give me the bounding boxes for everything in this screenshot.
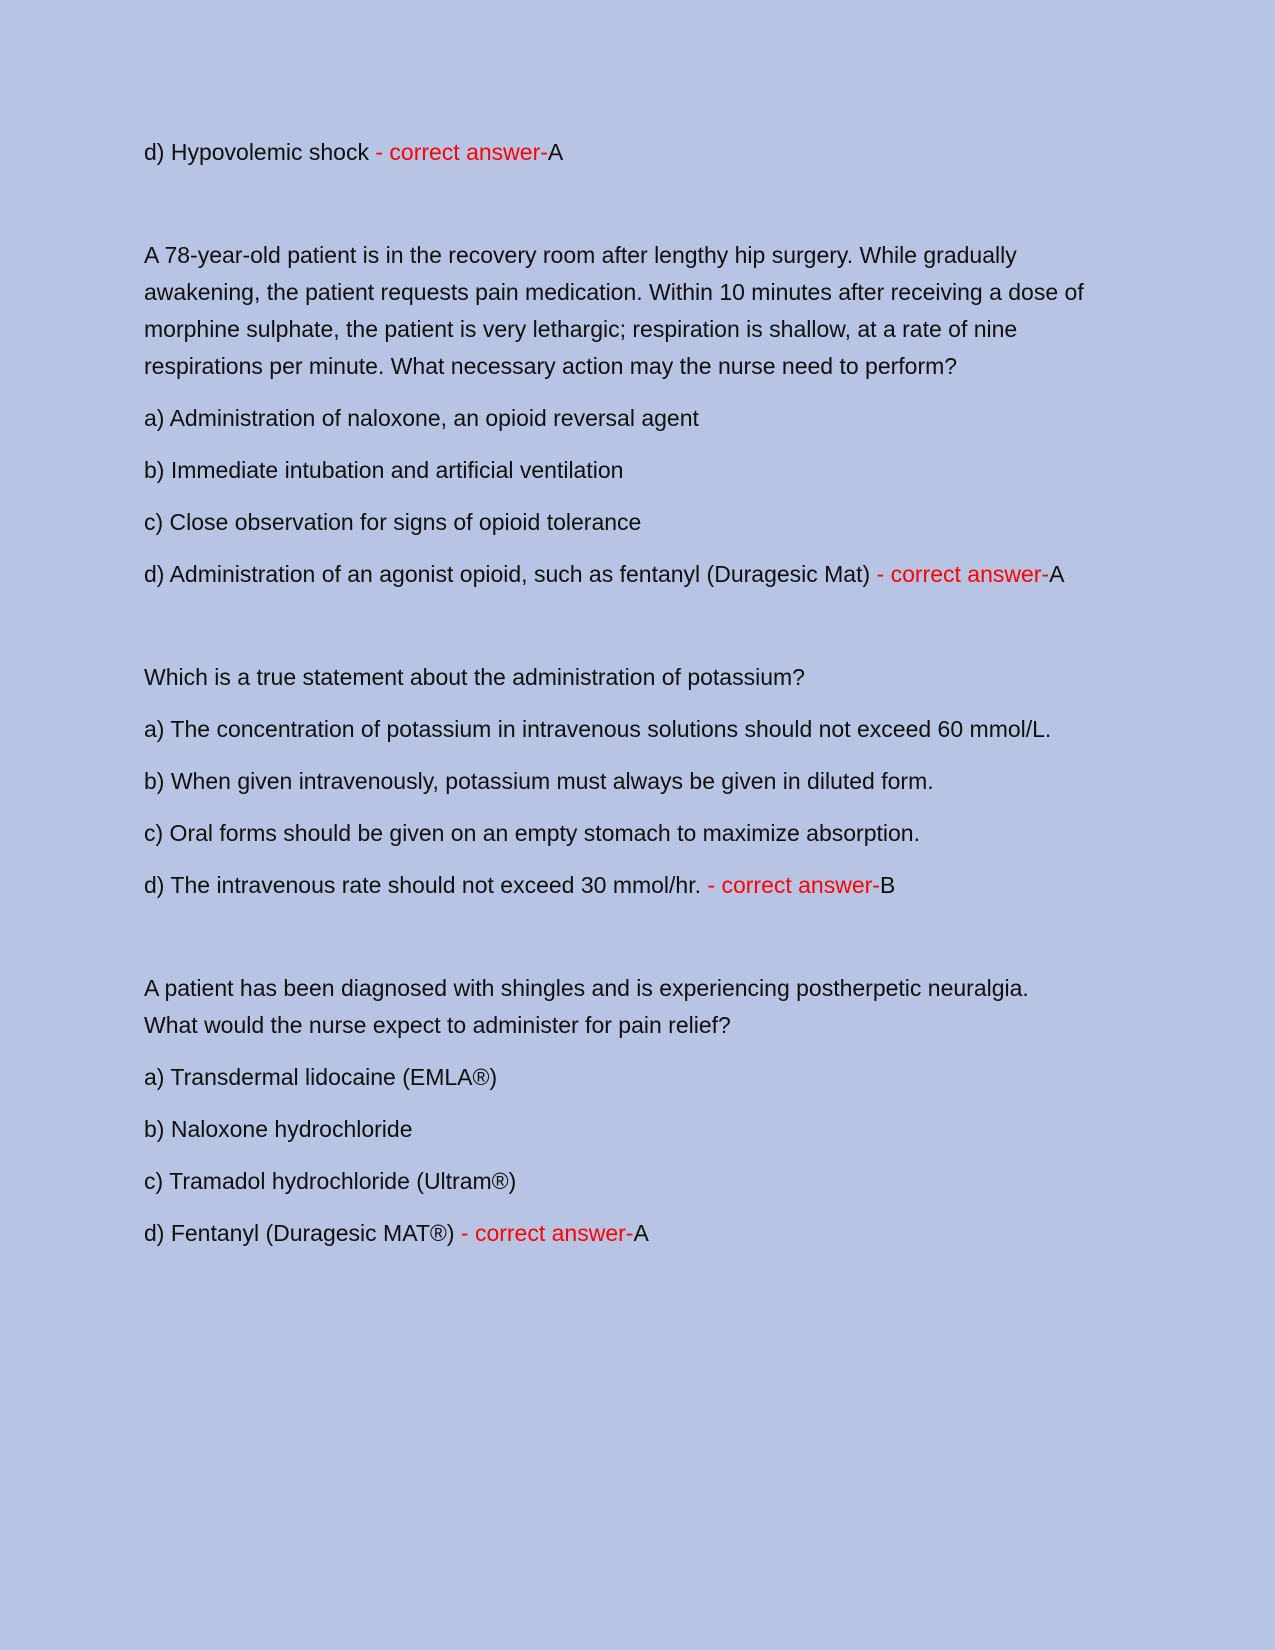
answer-letter: B [879,872,896,898]
option-text: d) Administration of an agonist opioid, such as fentanyl (Duragesic Mat) [144,561,871,587]
option-text: c) Oral forms should be given on an empty stomach to maximize absorption. [144,820,920,846]
option-text: b) Immediate intubation and artificial ventilation [144,457,624,483]
option-line [144,1163,1085,1200]
option-line [144,134,1085,171]
correct-answer-marker: - correct answer- [701,872,880,898]
question-block [144,659,1085,904]
option-text: d) Hypovolemic shock [144,139,369,165]
option-text: a) Transdermal lidocaine (EMLA®) [144,1064,498,1090]
option-line [144,1111,1085,1148]
option-line [144,763,1085,800]
option-text: c) Close observation for signs of opioid tolerance [144,509,642,535]
option-line [144,1059,1085,1096]
option-line [144,867,1085,904]
answer-letter: A [547,139,564,165]
option-line [144,504,1085,541]
option-line [144,711,1085,748]
option-line [144,815,1085,852]
option-text: b) When given intravenously, potassium must always be given in diluted form. [144,768,934,794]
option-text: a) Administration of naloxone, an opioid reversal agent [144,405,699,431]
question-stem: A 78-year-old patient is in the recovery room after lengthy hip surgery. While gradually awakening, the patient requests pain medication. Within 10 minutes after receiving a dose of morphine sulphate, the patient is very lethargic; respiration is shallow, at a rate of nine respirations per minute. What necessary action may the nurse need to perform? [144,242,1084,379]
option-line [144,400,1085,437]
option-text: c) Tramadol hydrochloride (Ultram®) [144,1168,517,1194]
answer-letter: A [633,1220,649,1246]
correct-answer-marker: - correct answer- [368,139,548,165]
question-stem: A patient has been diagnosed with shingles and is experiencing postherpetic neuralgia. What would the nurse expect to administer for pain relief? [144,975,1029,1038]
option-text: b) Naloxone hydrochloride [144,1116,413,1142]
question-block [144,237,1085,593]
option-text: a) The concentration of potassium in intravenous solutions should not exceed 60 mmol/L. [144,716,1052,742]
correct-answer-marker: - correct answer- [454,1220,634,1246]
option-line [144,556,1085,593]
correct-answer-marker: - correct answer- [870,561,1050,587]
option-text: d) Fentanyl (Duragesic MAT®) [144,1220,455,1246]
answer-line-block [144,134,1085,171]
question-stem: Which is a true statement about the administration of potassium? [144,664,805,690]
option-text: d) The intravenous rate should not exceed 30 mmol/hr. [144,872,702,898]
answer-letter: A [1049,561,1065,587]
question-block [144,970,1085,1252]
option-line [144,452,1085,489]
option-line [144,1215,1085,1252]
